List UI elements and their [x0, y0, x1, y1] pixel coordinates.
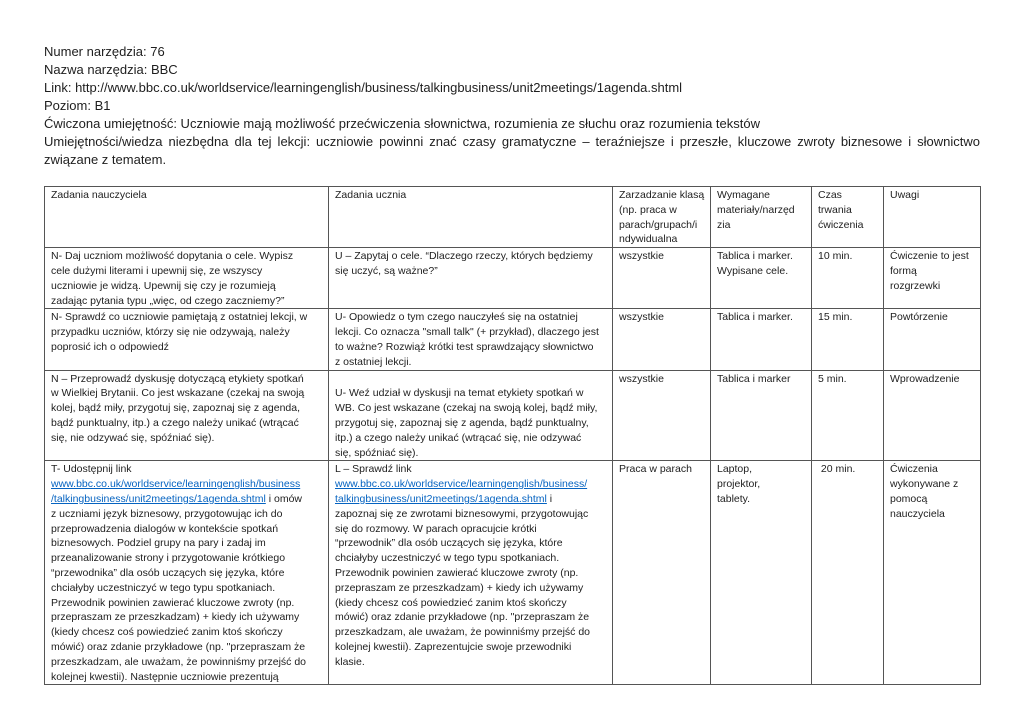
teacher-tasks-line: Przewodnik powinien zawierać kluczowe zwroty (np.: [51, 596, 295, 609]
student-tasks-line: WB. Co jest wskazane (czekaj na swoją kolej, bądź miły,: [335, 402, 598, 415]
student-tasks-line: L – Sprawdź link: [335, 463, 412, 476]
teacher-tasks-line: chciałyby uczestniczyć w tego typu spotkaniach.: [51, 581, 276, 594]
teacher-tasks-line: przeszkadzam, ale uważam, że powinniśmy przejść do: [51, 655, 307, 668]
teacher-tasks-line: przepraszam ze przeszkadzam) + kiedy ich używamy: [51, 611, 300, 624]
student-tasks-line: przygotuj się, zapoznaj się z agenda, bądź punktualny,: [335, 416, 589, 429]
student-tasks-line: zapoznaj się ze zwrotami biznesowymi, przygotowując: [335, 507, 589, 520]
table-header: [45, 187, 981, 248]
notes-cell: [884, 248, 981, 309]
required-materials-line: tablety.: [717, 492, 751, 505]
header-duration-line: trwania: [818, 203, 852, 216]
student-tasks-line: U- Opowiedz o tym czego nauczyłeś się na ostatniej: [335, 311, 578, 324]
prerequisites-line: Umiejętności/wiedza niezbędna dla tej lekcji: uczniowie powinni znać czasy gramatyczne – teraźniejsze i przeszłe, kluczowe zwroty biznesowe i słownictwo: [44, 134, 980, 149]
student-tasks-line: się, spóźniać się).: [335, 446, 419, 459]
student-tasks-cell: [329, 461, 613, 685]
student-tasks-line: przeszkadzam, ale uważam, że powinniśmy przejść do: [335, 626, 591, 639]
header-class-management-line: parach/grupach/i: [619, 218, 698, 231]
duration-line: 5 min.: [818, 372, 847, 385]
student-tasks-line: (kiedy chcesz coś powiedzieć zanim ktoś skończy: [335, 596, 567, 609]
header-required-materials: [711, 187, 812, 248]
teacher-tasks-line: T- Udostępnij link: [51, 463, 132, 476]
notes-cell: [884, 461, 981, 685]
teacher-tasks-line: (kiedy chcesz coś powiedzieć zanim ktoś skończy: [51, 626, 283, 639]
teacher-tasks-line: mówić) oraz zdanie przykładowe (np. "przepraszam że: [51, 640, 306, 653]
teacher-tasks-line: kolej, bądź miły, przygotuj się, zapoznaj się z agenda,: [51, 402, 301, 415]
teacher-tasks-line: przeprowadzenia dialogów w kontekście spotkań: [51, 522, 279, 535]
student-tasks-line: to ważne? Rozwiąż krótki test sprawdzający słownictwo: [335, 340, 594, 353]
duration-line: 20 min.: [818, 463, 856, 476]
table-body: [45, 248, 981, 685]
student-tasks-line: kolejnej kwestii). Zaprezentujcie swoje przewodniki: [335, 640, 572, 653]
required-materials-cell: [711, 370, 812, 461]
student-tasks-line: mówić) oraz zdanie przykładowe (np. "przepraszam że: [335, 611, 590, 624]
required-materials-line: Tablica i marker.: [717, 250, 793, 263]
class-management-cell: [613, 309, 711, 370]
bbc-agenda-link[interactable]: www.bbc.co.uk/worldservice/learningenglish/business: [51, 478, 301, 491]
duration-cell: [812, 248, 884, 309]
tool-number: Numer narzędzia: 76: [44, 44, 165, 59]
student-tasks-text: i: [546, 492, 553, 505]
duration-cell: [812, 370, 884, 461]
teacher-tasks-line: się, nie odzywać się, spóźniać się).: [51, 431, 215, 444]
student-tasks-line: z ostatniej lekcji.: [335, 355, 412, 368]
header-required-materials-line: Wymagane: [717, 189, 771, 201]
prerequisites-line: związane z tematem.: [44, 152, 167, 167]
required-materials-line: Tablica i marker: [717, 372, 791, 385]
notes-line: wykonywane z: [890, 478, 959, 491]
student-tasks-line: “przewodnik” dla osób uczących się języka, które: [335, 537, 563, 550]
teacher-tasks-line: kolejnej kwestii). Następnie uczniowie prezentują: [51, 670, 279, 683]
practiced-skill: Ćwiczona umiejętność: Uczniowie mają możliwość przećwiczenia słownictwa, rozumienia ze słuchu oraz rozumienia tekstów: [44, 116, 760, 131]
teacher-tasks-line: przeanalizowanie strony i przygotowanie krótkiego: [51, 552, 286, 565]
header-class-management: [613, 187, 711, 248]
notes-line: formą: [890, 264, 917, 277]
teacher-tasks-line: N – Przeprowadź dyskusję dotyczącą etykiety spotkań: [51, 372, 304, 385]
teacher-tasks-line: poprosić ich o odpowiedź: [51, 340, 169, 353]
student-tasks-line: [335, 477, 609, 492]
required-materials-line: Laptop,: [717, 463, 753, 476]
teacher-tasks-line: uczniowie je widzą. Upewnij się czy je rozumieją: [51, 279, 276, 292]
student-tasks-line: U – Zapytaj o cele. “Dlaczego rzeczy, których będziemy: [335, 250, 593, 263]
header-class-management-line: ndywidualna: [619, 233, 678, 246]
bbc-agenda-link[interactable]: /talkingbusiness/unit2meetings/1agenda.shtml: [51, 492, 266, 505]
teacher-tasks-line: z uczniami język biznesowy, przygotowując ich do: [51, 507, 283, 520]
required-materials-cell: [711, 309, 812, 370]
duration-line: 10 min.: [818, 250, 853, 263]
class-management-line: wszystkie: [619, 372, 664, 385]
class-management-line: wszystkie: [619, 250, 664, 263]
teacher-tasks-line: bądź punktualny, itp.) a czego należy unikać (wtrącać: [51, 416, 299, 429]
header-duration: [812, 187, 884, 248]
notes-line: Ćwiczenia: [890, 463, 938, 476]
header-class-management-line: (np. praca w: [619, 203, 677, 216]
student-tasks-line: przepraszam ze przeszkadzam) + kiedy ich używamy: [335, 581, 584, 594]
notes-line: pomocą: [890, 492, 928, 505]
header-student-tasks: [329, 187, 613, 248]
header-notes: [884, 187, 981, 248]
teacher-tasks-line: biznesowych. Podziel grupy na pary i zadaj im: [51, 537, 266, 550]
level: Poziom: B1: [44, 98, 111, 113]
class-management-line: wszystkie: [619, 311, 664, 324]
header-class-management-line: Zarzadzanie klasą: [619, 189, 705, 201]
student-tasks-line: się do rozmowy. W parach opracujcie krótki: [335, 522, 537, 535]
table-row: [45, 461, 981, 685]
student-tasks-line: się uczyć, są ważne?”: [335, 264, 438, 277]
class-management-cell: [613, 248, 711, 309]
header-teacher-tasks: [45, 187, 329, 248]
teacher-tasks-line: w Wielkiej Brytanii. Co jest wskazane (czekaj na swoją: [51, 387, 305, 400]
tool-name: Nazwa narzędzia: BBC: [44, 62, 178, 77]
duration-line: 15 min.: [818, 311, 853, 324]
notes-line: rozgrzewki: [890, 279, 941, 292]
teacher-tasks-cell: [45, 461, 329, 685]
teacher-tasks-cell: [45, 370, 329, 461]
header-required-materials-line: zia: [717, 218, 731, 231]
teacher-tasks-cell: [45, 309, 329, 370]
required-materials-line: Wypisane cele.: [717, 264, 789, 277]
student-tasks-line: lekcji. Co oznacza "small talk" (+ przykład), dlaczego jest: [335, 326, 599, 339]
student-tasks-line: Przewodnik powinien zawierać kluczowe zwroty (np.: [335, 566, 579, 579]
student-tasks-cell: [329, 309, 613, 370]
header-student-tasks-line: Zadania ucznia: [335, 189, 407, 201]
lesson-metadata: [44, 43, 980, 169]
student-tasks-line: [335, 372, 609, 387]
required-materials-cell: [711, 248, 812, 309]
student-tasks-cell: [329, 370, 613, 461]
class-management-cell: [613, 370, 711, 461]
header-duration-line: ćwiczenia: [818, 218, 864, 231]
table-row: [45, 309, 981, 370]
student-tasks-line: itp.) a czego należy unikać (wtrącać się, nie odzywać: [335, 431, 582, 444]
required-materials-line: projektor,: [717, 478, 761, 491]
duration-cell: [812, 309, 884, 370]
teacher-tasks-line: N- Daj uczniom możliwość dopytania o cele. Wypisz: [51, 250, 294, 263]
header-notes-line: Uwagi: [890, 189, 920, 201]
teacher-tasks-line: N- Sprawdź co uczniowie pamiętają z ostatniej lekcji, w: [51, 311, 308, 324]
duration-cell: [812, 461, 884, 685]
teacher-tasks-line: [51, 477, 325, 492]
lesson-plan-table: [44, 186, 981, 685]
table-row: [45, 370, 981, 461]
bbc-agenda-link[interactable]: www.bbc.co.uk/worldservice/learningenglish/business/: [335, 478, 588, 491]
student-tasks-line: chciałyby uczestniczyć w tego typu spotkaniach.: [335, 552, 560, 565]
required-materials-line: Tablica i marker.: [717, 311, 793, 324]
header-row: [45, 187, 981, 248]
class-management-cell: [613, 461, 711, 685]
teacher-tasks-text: i omów: [265, 492, 302, 505]
notes-line: Powtórzenie: [890, 311, 948, 324]
student-tasks-cell: [329, 248, 613, 309]
table-row: [45, 248, 981, 309]
student-tasks-line: U- Weź udział w dyskusji na temat etykiety spotkań w: [335, 387, 584, 400]
tool-link: Link: http://www.bbc.co.uk/worldservice/learningenglish/business/talkingbusiness/unit2meetings/1agenda.shtml: [44, 80, 683, 95]
header-required-materials-line: materiały/narzęd: [717, 203, 795, 216]
notes-line: Ćwiczenie to jest: [890, 250, 969, 263]
notes-line: nauczyciela: [890, 507, 945, 520]
notes-cell: [884, 309, 981, 370]
teacher-tasks-line: cele dużymi literami i upewnij się, ze wszyscy: [51, 264, 263, 277]
teacher-tasks-line: zadając pytania typu „więc, od czego zaczniemy?”: [51, 294, 285, 307]
notes-line: Wprowadzenie: [890, 372, 960, 385]
header-duration-line: Czas: [818, 189, 842, 201]
teacher-tasks-line: [51, 492, 325, 507]
required-materials-cell: [711, 461, 812, 685]
teacher-tasks-line: przypadku uczniów, którzy się nie odzywają, należy: [51, 326, 290, 339]
student-tasks-line: klasie.: [335, 655, 365, 668]
class-management-line: Praca w parach: [619, 463, 692, 476]
teacher-tasks-cell: [45, 248, 329, 309]
header-teacher-tasks-line: Zadania nauczyciela: [51, 189, 147, 201]
teacher-tasks-line: “przewodnika” dla osób uczących się języka, które: [51, 566, 285, 579]
bbc-agenda-link[interactable]: talkingbusiness/unit2meetings/1agenda.shtml: [335, 492, 547, 505]
student-tasks-line: [335, 492, 609, 507]
notes-cell: [884, 370, 981, 461]
